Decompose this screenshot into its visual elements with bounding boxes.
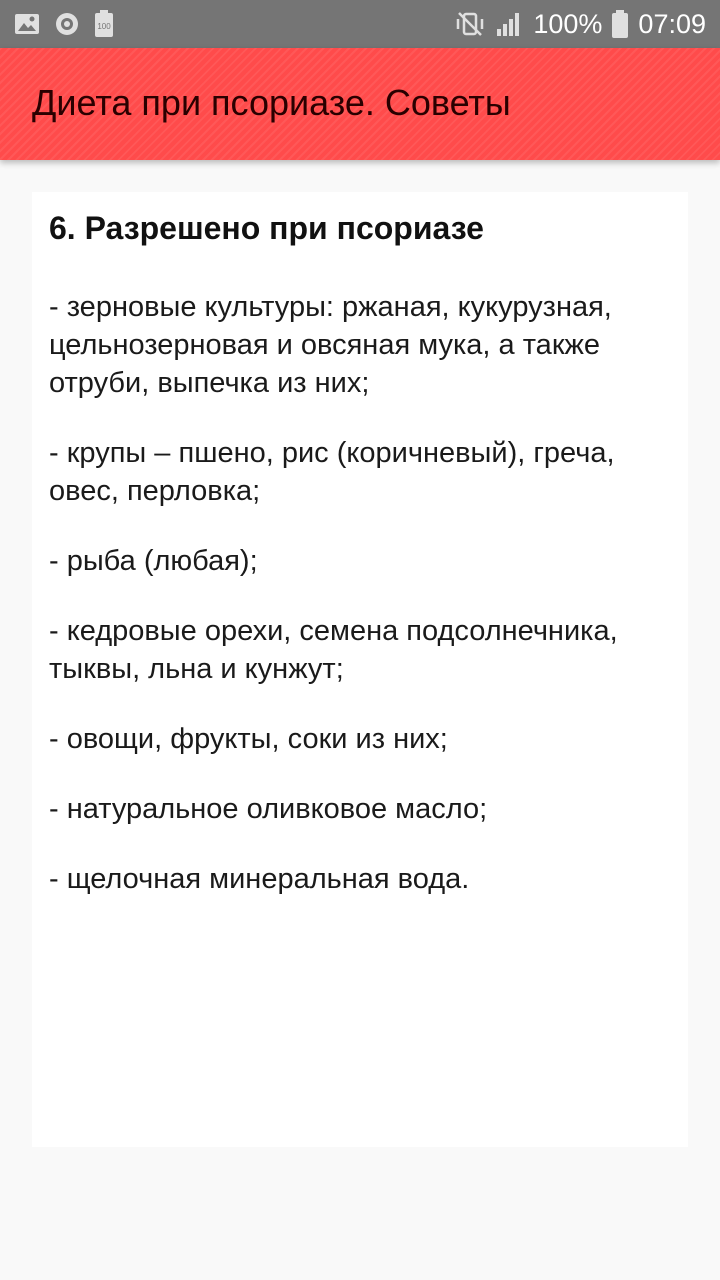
status-time: 07:09: [638, 8, 706, 39]
settings-icon: [54, 11, 80, 37]
list-item: - овощи, фрукты, соки из них;: [49, 723, 448, 755]
status-bar: [0, 0, 720, 48]
signal-icon: [495, 11, 523, 37]
mini-battery-label: 100: [97, 22, 111, 31]
list-item: - крупы – пшено, рис (коричневый), греча, овес, перловка;: [49, 437, 615, 507]
image-icon: [14, 12, 40, 36]
vibrate-mute-icon: [455, 10, 485, 38]
status-right-icons: [455, 0, 706, 48]
section-heading: 6. Разрешено при псориазе: [49, 210, 484, 246]
battery-percent: 100%: [533, 8, 603, 39]
list-item: - рыба (любая);: [49, 545, 258, 577]
list-item: - зерновые культуры: ржаная, кукурузная, цельнозерновая и овсяная мука, а также отруби, выпечка из них;: [49, 291, 612, 399]
battery-saver-icon: [94, 10, 114, 38]
status-left-icons: [14, 10, 114, 38]
app-title: Диета при псориазе. Советы: [32, 82, 511, 123]
list-item: - щелочная минеральная вода.: [49, 863, 470, 895]
app-bar: [0, 48, 720, 160]
allowed-foods-list: [49, 288, 669, 930]
content-card: [32, 192, 688, 1147]
battery-icon: [612, 10, 628, 38]
list-item: - кедровые орехи, семена подсолнечника, тыквы, льна и кунжут;: [49, 615, 618, 685]
list-item: - натуральное оливковое масло;: [49, 793, 488, 825]
